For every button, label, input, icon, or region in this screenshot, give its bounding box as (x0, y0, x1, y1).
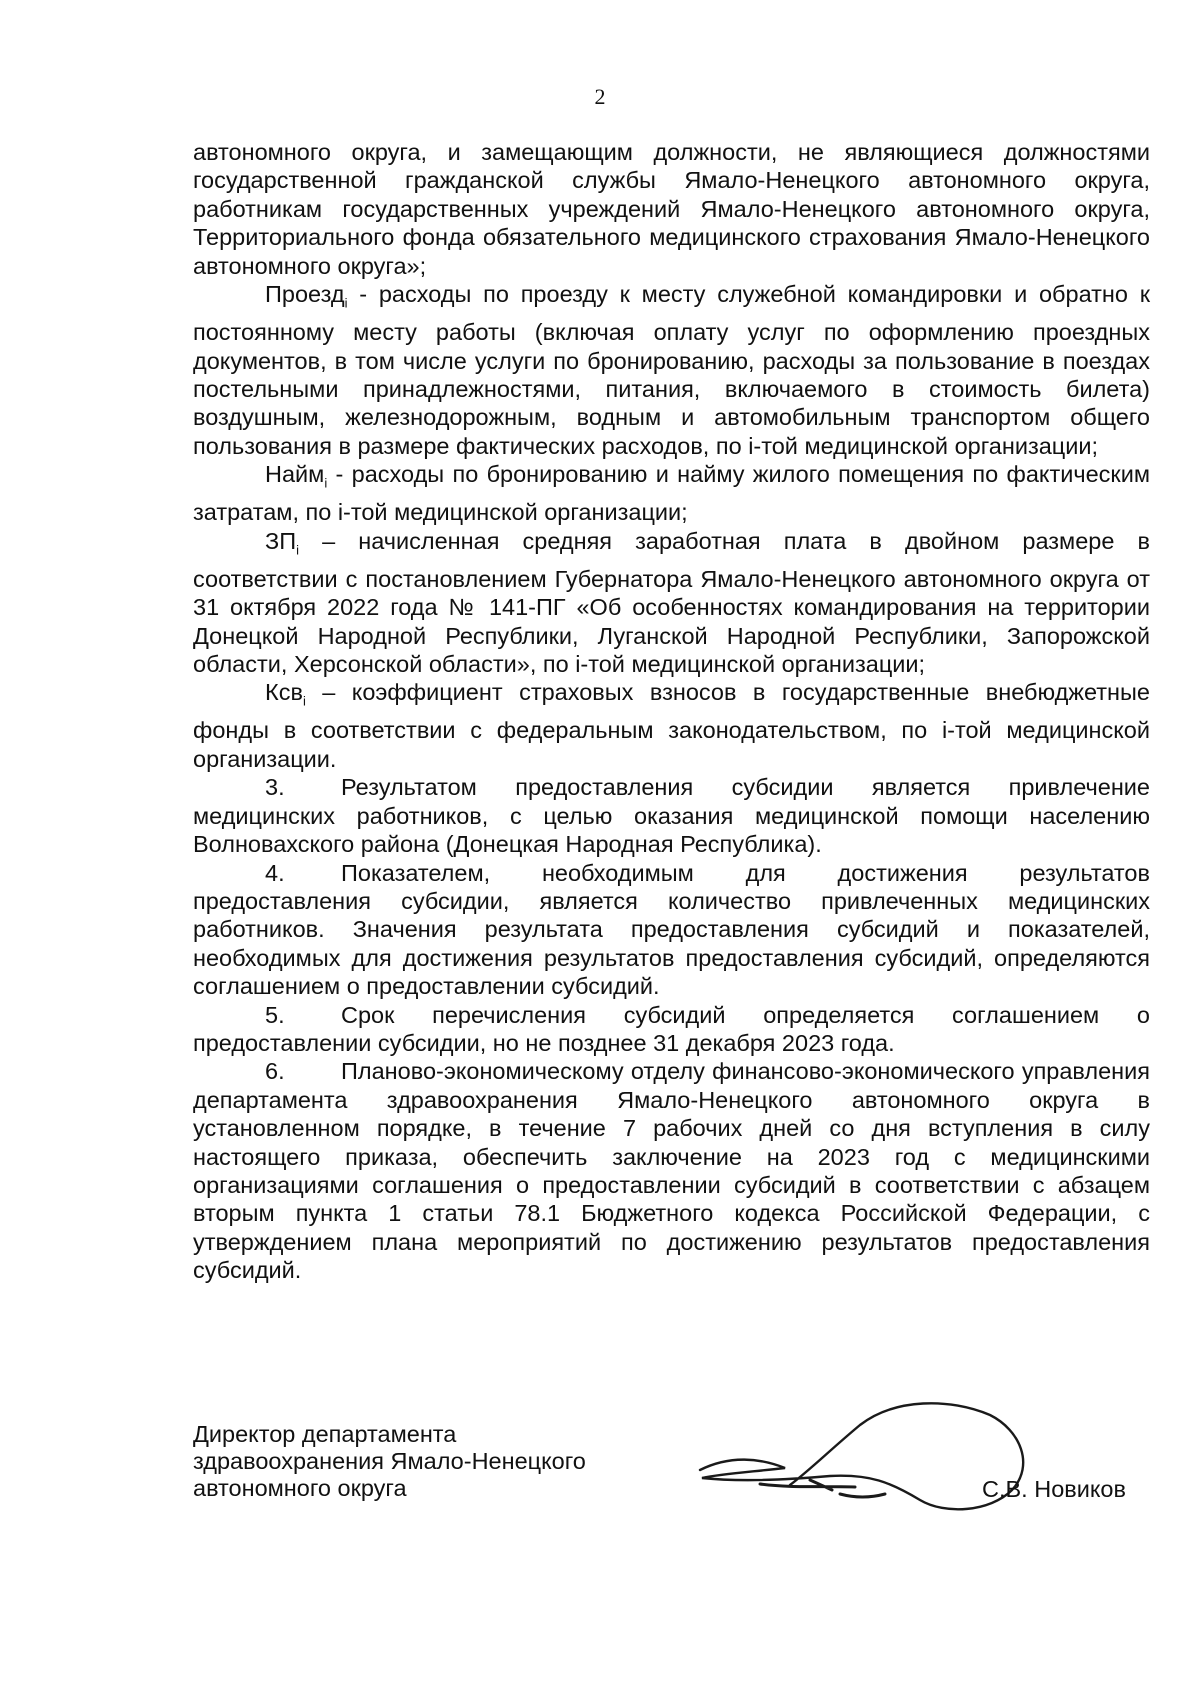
paragraph-text: Планово-экономическому отделу финансово-экономического управления департамента здравоохранения Ямало-Ненецкого автономного округа в установленном порядке, в течение 7 рабочих дней со дня вступления в силу настоящего приказа, обеспечить заключение на 2023 год с медицинскими организациями соглашения о предоставлении субсидий в соответствии с абзацем вторым пункта 1 статьи 78.1 Бюджетного кодекса Российской Федерации, с утверждением плана мероприятий по достижению результатов предоставления субсидий. (193, 1058, 1150, 1284)
definition-paragraph-coefficient (193, 678, 1150, 773)
paragraph-number: 4. (265, 859, 285, 886)
paragraph-number: 3. (265, 774, 285, 801)
definition-paragraph-salary (193, 527, 1150, 679)
term: Ксв (265, 679, 303, 706)
term: Проезд (265, 281, 345, 308)
signer-title-line: Директор департамента (193, 1421, 457, 1447)
document-body (193, 138, 1150, 1285)
paragraph-continuation (193, 138, 1150, 280)
paragraph-number: 6. (265, 1058, 285, 1085)
signer-title-line: здравоохранения Ямало-Ненецкого (193, 1448, 586, 1474)
paragraph-text: Показателем, необходимым для достижения результатов предоставления субсидии, является количество привлеченных медицинских работников. Значения результата предоставления субсидий и показателей, необходимых для достижения результатов предоставления субсидий, определяются соглашением о предоставлении субсидий. (193, 859, 1150, 1000)
paragraph-number: 5. (265, 1001, 285, 1028)
term-subscript: i (296, 542, 299, 558)
paragraph-text: Срок перечисления субсидий определяется соглашением о предоставлении субсидии, но не позднее 31 декабря 2023 года. (193, 1001, 1150, 1056)
signer-name: С.В. Новиков (982, 1476, 1126, 1502)
term-subscript: i (302, 694, 306, 710)
numbered-paragraph-5 (193, 1001, 1150, 1058)
numbered-paragraph-3 (193, 773, 1150, 858)
definition-text: – коэффициент страховых взносов в государственные внебюджетные фонды в соответствии с федеральным законодательством, по i-той медицинской организации. (193, 679, 1150, 772)
definition-text: – начисленная средняя заработная плата в двойном размере в соответствии с постановлением Губернатора Ямало-Ненецкого автономного округа от 31 октября 2022 года № 141-ПГ «Об особенностях командирования на территории Донецкой Народной Республики, Луганской Народной Республики, Запорожской области, Херсонской области», по i-той медицинской организации; (193, 527, 1150, 677)
numbered-paragraph-4 (193, 859, 1150, 1001)
definition-text: - расходы по бронированию и найму жилого помещения по фактическим затратам, по i-той медицинской организации; (193, 461, 1150, 526)
page-number: 2 (594, 84, 606, 109)
term: ЗП (265, 527, 297, 554)
definition-paragraph-travel (193, 280, 1150, 460)
numbered-paragraph-6 (193, 1057, 1150, 1284)
paragraph-text: автономного округа, и замещающим должности, не являющиеся должностями государственной гражданской службы Ямало-Ненецкого автономного округа, работникам государственных учреждений Ямало-Ненецкого автономного округа, Территориального фонда обязательного медицинского страхования Ямало-Ненецкого автономного округа»; (193, 139, 1150, 279)
term: Найм (265, 461, 325, 488)
term-subscript: i (344, 295, 348, 311)
handwritten-signature (690, 1390, 1040, 1530)
paragraph-text: Результатом предоставления субсидии является привлечение медицинских работников, с целью оказания медицинской помощи населению Волновахского района (Донецкая Народная Республика). (193, 774, 1150, 858)
definition-paragraph-lodging (193, 460, 1150, 527)
signer-title-line: автономного округа (193, 1475, 407, 1501)
term-subscript: i (324, 475, 328, 491)
signer-title (193, 1421, 586, 1502)
definition-text: - расходы по проезду к месту служебной командировки и обратно к постоянному месту работы (включая оплату услуг по оформлению проездных документов, в том числе услуги по бронированию, расходы за пользование в поездах постельными принадлежностями, питания, включаемого в стоимость билета) воздушным, железнодорожным, водным и автомобильным транспортом общего пользования в размере фактических расходов, по i-той медицинской организации; (193, 281, 1150, 459)
